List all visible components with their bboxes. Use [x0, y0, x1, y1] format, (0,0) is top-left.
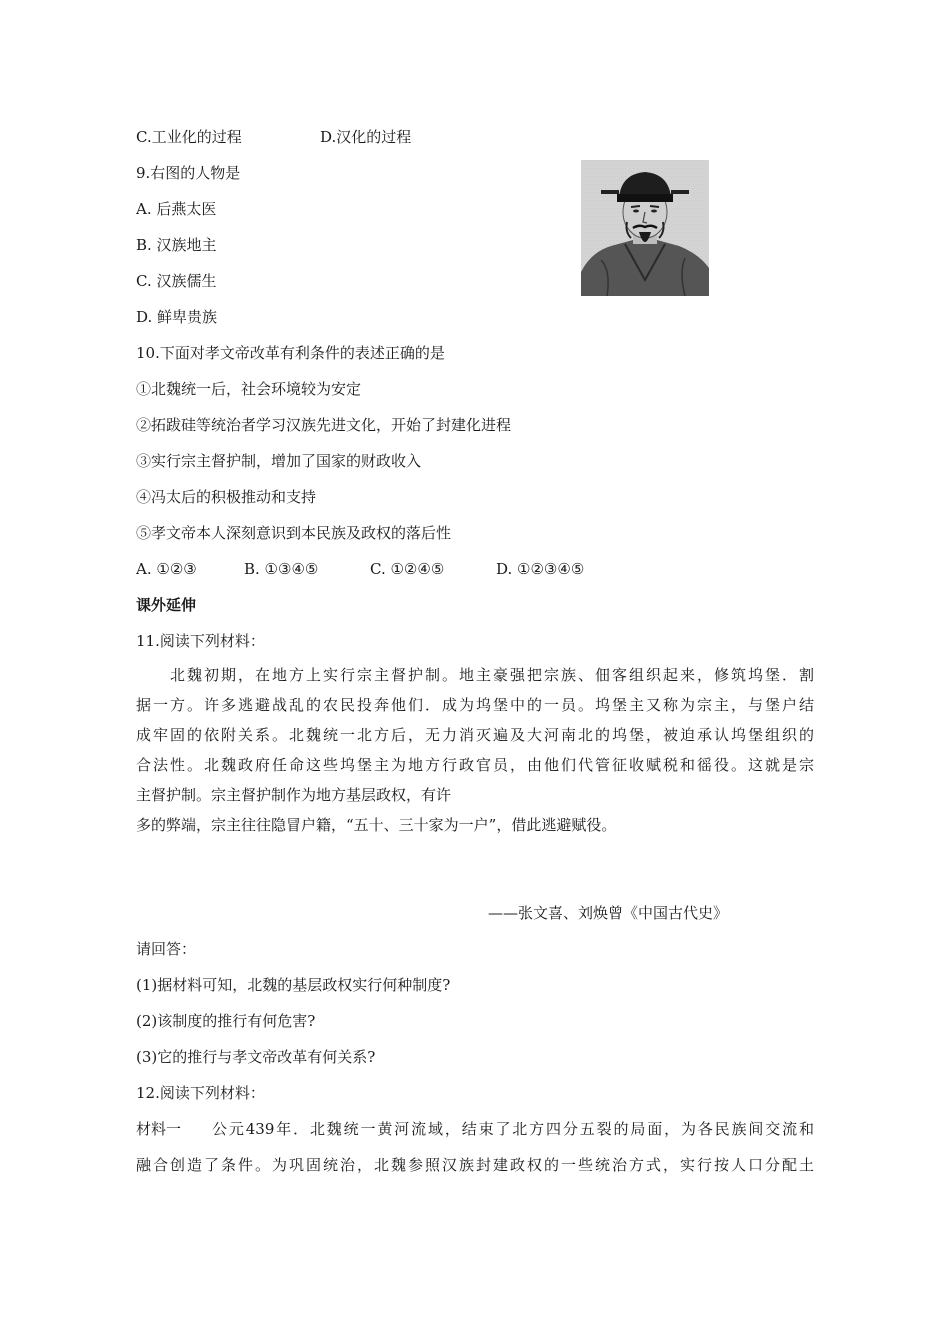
q10-option-b: B. ①③④⑤ [244, 560, 319, 578]
portrait-image [581, 160, 709, 296]
q11-material-line-2: 据一方。许多逃避战乱的农民投奔他们．成为坞堡中的一员。坞堡主又称为宗主，与堡户结 [136, 696, 814, 714]
q8-option-d: D.汉化的过程 [320, 128, 412, 146]
q10-item-4: ④冯太后的积极推动和支持 [136, 488, 317, 506]
q12-stem: 12.阅读下列材料： [136, 1084, 265, 1102]
q11-question-1: (1)据材料可知，北魏的基层政权实行何种制度? [136, 976, 451, 994]
q10-option-a: A. ①②③ [136, 560, 197, 578]
q9-option-d: D. 鲜卑贵族 [136, 308, 218, 326]
q10-stem: 10.下面对孝文帝改革有利条件的表述正确的是 [136, 344, 445, 362]
q11-material-line-1: 北魏初期，在地方上实行宗主督护制。地主豪强把宗族、佃客组织起来，修筑坞堡．割 [168, 666, 814, 684]
q11-question-2: (2)该制度的推行有何危害? [136, 1012, 316, 1030]
q11-material-line-3: 成牢固的依附关系。北魏统一北方后，无力消灭遍及大河南北的坞堡，被迫承认坞堡组织的 [136, 726, 814, 744]
q9-stem: 9.右图的人物是 [136, 164, 241, 182]
q9-option-b: B. 汉族地主 [136, 236, 217, 254]
section-heading: 课外延伸 [136, 596, 197, 614]
q10-item-2: ②拓跋硅等统治者学习汉族先进文化，开始了封建化进程 [136, 416, 512, 434]
q11-stem: 11.阅读下列材料： [136, 632, 265, 650]
q11-source: ——张文喜、刘焕曾《中国古代史》 [488, 904, 729, 922]
q11-material-line-6: 多的弊端，宗主往往隐冒户籍，“五十、三十家为一户”，借此逃避赋役。 [136, 816, 617, 834]
q12-material-label: 材料一 [136, 1120, 182, 1138]
q11-material-line-5: 主督护制。宗主督护制作为地方基层政权，有许 [136, 786, 452, 804]
q11-material [136, 660, 814, 840]
q10-option-d: D. ①②③④⑤ [496, 560, 585, 578]
q11-question-3: (3)它的推行与孝文帝改革有何关系? [136, 1048, 376, 1066]
q11-material-line-4: 合法性。北魏政府任命这些坞堡主为地方行政官员，由他们代管征收赋税和徭役。这就是宗 [136, 756, 814, 774]
q10-item-3: ③实行宗主督护制，增加了国家的财政收入 [136, 452, 422, 470]
q11-prompt: 请回答： [136, 940, 197, 958]
q10-item-5: ⑤孝文帝本人深刻意识到本民族及政权的落后性 [136, 524, 452, 542]
q12-material-line-2: 融合创造了条件。为巩固统治，北魏参照汉族封建政权的一些统治方式，实行按人口分配土 [136, 1156, 814, 1174]
q9-option-a: A. 后燕太医 [136, 200, 217, 218]
q10-item-1: ①北魏统一后，社会环境较为安定 [136, 380, 362, 398]
q9-option-c: C. 汉族儒生 [136, 272, 217, 290]
q8-option-c: C.工业化的过程 [136, 128, 242, 146]
q12-material-line-1: 公元439年．北魏统一黄河流域，结束了北方四分五裂的局面，为各民族间交流和 [212, 1120, 814, 1138]
q10-option-c: C. ①②④⑤ [370, 560, 445, 578]
